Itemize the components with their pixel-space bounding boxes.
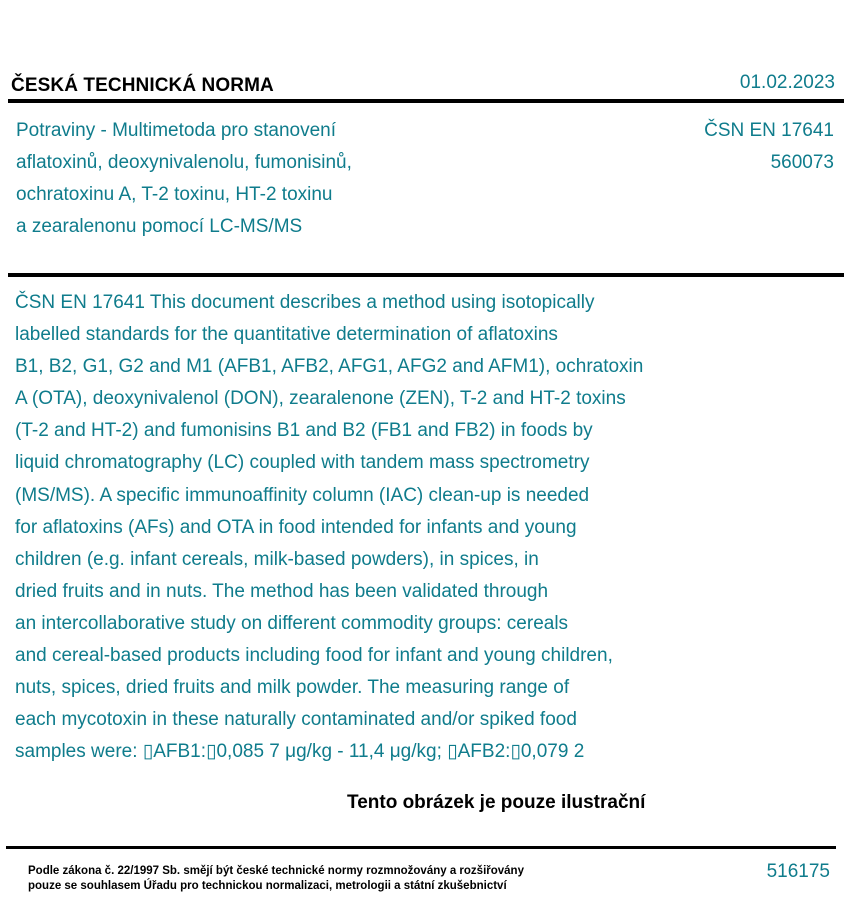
document-type-title: ČESKÁ TECHNICKÁ NORMA bbox=[11, 75, 274, 96]
standard-title-line: aflatoxinů, deoxynivalenolu, fumonisinů, bbox=[16, 152, 352, 173]
abstract-line: A (OTA), deoxynivalenol (DON), zearalenone (ZEN), T-2 and HT-2 toxins bbox=[15, 388, 626, 410]
title-divider bbox=[8, 273, 844, 277]
abstract-line: and cereal-based products including food for infant and young children, bbox=[15, 645, 613, 667]
document-number: 516175 bbox=[766, 861, 830, 882]
legal-notice-line: Podle zákona č. 22/1997 Sb. smějí být české technické normy rozmnožovány a rozšiřovány bbox=[28, 865, 524, 877]
classification-number: 560073 bbox=[770, 152, 834, 173]
abstract-line: children (e.g. infant cereals, milk-based powders), in spices, in bbox=[15, 548, 539, 570]
legal-notice-line: pouze se souhlasem Úřadu pro technickou normalizaci, metrologii a státní zkušebnictví bbox=[28, 880, 507, 892]
abstract-line: (T-2 and HT-2) and fumonisins B1 and B2 (FB1 and FB2) in foods by bbox=[15, 420, 593, 442]
publication-date: 01.02.2023 bbox=[739, 72, 835, 93]
standard-designation: ČSN EN 17641 bbox=[704, 120, 834, 141]
standard-title bbox=[16, 115, 576, 243]
legal-notice bbox=[28, 864, 524, 894]
abstract-line: samples were: ▯AFB1:▯0,085 7 μg/kg - 11,4 μg/kg; ▯AFB2:▯0,079 2 bbox=[15, 741, 585, 763]
abstract-line: ČSN EN 17641 This document describes a method using isotopically bbox=[15, 292, 595, 313]
abstract-line: an intercollaborative study on different commodity groups: cereals bbox=[15, 612, 569, 634]
abstract-line: labelled standards for the quantitative determination of aflatoxins bbox=[15, 324, 558, 346]
footer-divider bbox=[6, 846, 836, 849]
header-divider bbox=[8, 99, 844, 103]
standard-title-line: a zearalenonu pomocí LC-MS/MS bbox=[16, 216, 303, 237]
abstract-line: B1, B2, G1, G2 and M1 (AFB1, AFB2, AFG1, AFG2 and AFM1), ochratoxin bbox=[15, 356, 644, 378]
standard-codes bbox=[704, 115, 834, 179]
abstract-line: each mycotoxin in these naturally contaminated and/or spiked food bbox=[15, 709, 577, 731]
abstract-line: for aflatoxins (AFs) and OTA in food intended for infants and young bbox=[15, 516, 577, 538]
abstract-text bbox=[15, 287, 815, 768]
abstract-line: nuts, spices, dried fruits and milk powder. The measuring range of bbox=[15, 677, 570, 699]
abstract-line: dried fruits and in nuts. The method has been validated through bbox=[15, 580, 549, 602]
abstract-line: (MS/MS). A specific immunoaffinity column (IAC) clean-up is needed bbox=[15, 484, 590, 506]
abstract-line: liquid chromatography (LC) coupled with tandem mass spectrometry bbox=[15, 452, 590, 474]
standard-title-line: Potraviny - Multimetoda pro stanovení bbox=[16, 120, 336, 141]
illustration-note: Tento obrázek je pouze ilustrační bbox=[347, 792, 646, 813]
standard-title-line: ochratoxinu A, T-2 toxinu, HT-2 toxinu bbox=[16, 184, 333, 205]
